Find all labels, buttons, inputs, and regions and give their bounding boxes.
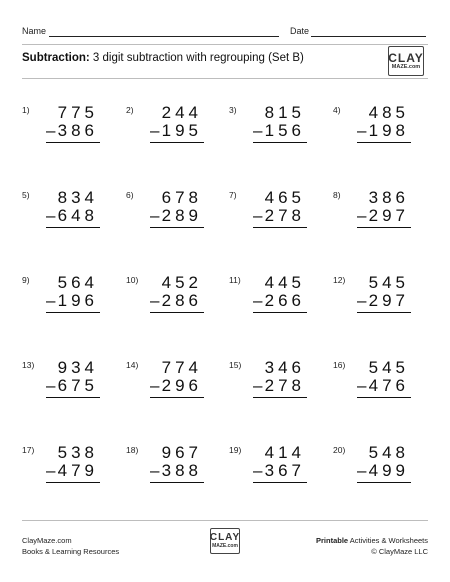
worksheet-title (22, 52, 304, 64)
problem-number: 10) (126, 275, 139, 285)
subtrahend: 296 (161, 376, 202, 395)
problem-7 (229, 188, 319, 238)
logo-small-text: MAZE.com (391, 63, 421, 70)
title-rest: 3 digit subtraction with regrouping (Set B) (89, 52, 304, 64)
minus-sign: – (46, 121, 56, 140)
answer-line[interactable] (150, 142, 204, 143)
minus-sign: – (253, 376, 263, 395)
minus-sign: – (150, 121, 160, 140)
problem-14 (126, 358, 216, 408)
minuend: 564 (57, 273, 98, 292)
answer-line[interactable] (357, 312, 411, 313)
problem-11 (229, 273, 319, 323)
answer-line[interactable] (253, 312, 307, 313)
answer-line[interactable] (253, 482, 307, 483)
answer-line[interactable] (46, 397, 100, 398)
name-label: Name (22, 26, 47, 36)
problem-18 (126, 443, 216, 493)
minus-sign: – (150, 461, 160, 480)
subtrahend: 278 (264, 206, 305, 225)
subtrahend: 297 (368, 206, 409, 225)
footer-logo-small-text: MAZE.com (212, 543, 238, 549)
problem-number: 13) (22, 360, 35, 370)
problem-5 (22, 188, 112, 238)
subtrahend: 388 (161, 461, 202, 480)
minuend: 538 (57, 443, 98, 462)
minuend: 815 (264, 103, 305, 122)
minus-sign: – (357, 376, 367, 395)
problem-number: 5) (22, 190, 30, 200)
claymaze-logo (388, 46, 424, 76)
minuend: 485 (368, 103, 409, 122)
title-divider (22, 78, 428, 79)
minus-sign: – (46, 461, 56, 480)
problem-number: 9) (22, 275, 30, 285)
minuend: 775 (57, 103, 98, 122)
subtrahend: 675 (57, 376, 98, 395)
name-field-line[interactable] (49, 36, 279, 37)
minuend: 445 (264, 273, 305, 292)
top-divider (22, 44, 428, 45)
problem-20 (333, 443, 423, 493)
problem-number: 8) (333, 190, 341, 200)
subtrahend: 266 (264, 291, 305, 310)
problem-number: 14) (126, 360, 139, 370)
minus-sign: – (253, 461, 263, 480)
problem-13 (22, 358, 112, 408)
subtrahend: 297 (368, 291, 409, 310)
problem-number: 1) (22, 105, 30, 115)
footer-printable (316, 535, 428, 546)
answer-line[interactable] (46, 482, 100, 483)
minus-sign: – (357, 461, 367, 480)
footer-printable-rest: Activities & Worksheets (348, 536, 428, 545)
problem-number: 19) (229, 445, 242, 455)
problem-number: 15) (229, 360, 242, 370)
minus-sign: – (46, 206, 56, 225)
problem-number: 7) (229, 190, 237, 200)
minuend: 465 (264, 188, 305, 207)
problem-number: 11) (229, 275, 241, 285)
subtrahend: 198 (368, 121, 409, 140)
minus-sign: – (357, 291, 367, 310)
footer (22, 525, 428, 555)
title-bold: Subtraction: (22, 52, 90, 64)
answer-line[interactable] (46, 142, 100, 143)
subtrahend: 156 (264, 121, 305, 140)
problem-grid (22, 103, 428, 483)
minus-sign: – (253, 291, 263, 310)
answer-line[interactable] (357, 397, 411, 398)
footer-printable-bold: Printable (316, 536, 349, 545)
header-line (22, 22, 426, 38)
problem-2 (126, 103, 216, 153)
minus-sign: – (253, 121, 263, 140)
minus-sign: – (357, 121, 367, 140)
problem-number: 16) (333, 360, 346, 370)
footer-right (316, 535, 428, 557)
problem-4 (333, 103, 423, 153)
problem-9 (22, 273, 112, 323)
minus-sign: – (150, 291, 160, 310)
minus-sign: – (357, 206, 367, 225)
answer-line[interactable] (150, 482, 204, 483)
minuend: 774 (161, 358, 202, 377)
footer-site: ClayMaze.com (22, 536, 72, 545)
subtrahend: 195 (161, 121, 202, 140)
problem-number: 3) (229, 105, 237, 115)
problem-number: 20) (333, 445, 346, 455)
answer-line[interactable] (253, 142, 307, 143)
answer-line[interactable] (150, 397, 204, 398)
minuend: 934 (57, 358, 98, 377)
minuend: 414 (264, 443, 305, 462)
problem-number: 2) (126, 105, 134, 115)
subtrahend: 479 (57, 461, 98, 480)
subtrahend: 476 (368, 376, 409, 395)
answer-line[interactable] (46, 227, 100, 228)
minuend: 678 (161, 188, 202, 207)
problem-8 (333, 188, 423, 238)
footer-logo-big-text: CLAY (209, 532, 241, 543)
problem-number: 4) (333, 105, 341, 115)
minus-sign: – (253, 206, 263, 225)
problem-number: 6) (126, 190, 134, 200)
answer-line[interactable] (357, 142, 411, 143)
minuend: 346 (264, 358, 305, 377)
subtrahend: 648 (57, 206, 98, 225)
footer-tagline: Books & Learning Resources (22, 547, 120, 556)
title-bar (22, 46, 426, 76)
footer-left (22, 535, 119, 557)
minuend: 967 (161, 443, 202, 462)
problem-number: 18) (126, 445, 139, 455)
problem-number: 17) (22, 445, 35, 455)
answer-line[interactable] (150, 227, 204, 228)
date-label: Date (290, 26, 310, 36)
problem-15 (229, 358, 319, 408)
problem-3 (229, 103, 319, 153)
answer-line[interactable] (357, 227, 411, 228)
minuend: 244 (161, 103, 202, 122)
footer-divider (22, 520, 428, 521)
minuend: 548 (368, 443, 409, 462)
problem-19 (229, 443, 319, 493)
footer-copyright: © ClayMaze LLC (371, 547, 428, 556)
subtrahend: 278 (264, 376, 305, 395)
problem-6 (126, 188, 216, 238)
subtrahend: 386 (57, 121, 98, 140)
minuend: 386 (368, 188, 409, 207)
answer-line[interactable] (46, 312, 100, 313)
minuend: 545 (368, 273, 409, 292)
minuend: 545 (368, 358, 409, 377)
problem-10 (126, 273, 216, 323)
problem-1 (22, 103, 112, 153)
answer-line[interactable] (253, 227, 307, 228)
answer-line[interactable] (150, 312, 204, 313)
subtrahend: 499 (368, 461, 409, 480)
problem-number: 12) (333, 275, 346, 285)
minuend: 452 (161, 273, 202, 292)
minus-sign: – (150, 206, 160, 225)
minus-sign: – (46, 291, 56, 310)
answer-line[interactable] (253, 397, 307, 398)
subtrahend: 289 (161, 206, 202, 225)
problem-12 (333, 273, 423, 323)
problem-17 (22, 443, 112, 493)
date-field-line[interactable] (311, 36, 426, 37)
logo-big-text: CLAY (388, 50, 424, 65)
minuend: 834 (57, 188, 98, 207)
subtrahend: 286 (161, 291, 202, 310)
subtrahend: 367 (264, 461, 305, 480)
answer-line[interactable] (357, 482, 411, 483)
minus-sign: – (46, 376, 56, 395)
subtrahend: 196 (57, 291, 98, 310)
minus-sign: – (150, 376, 160, 395)
problem-16 (333, 358, 423, 408)
footer-logo (210, 528, 240, 554)
